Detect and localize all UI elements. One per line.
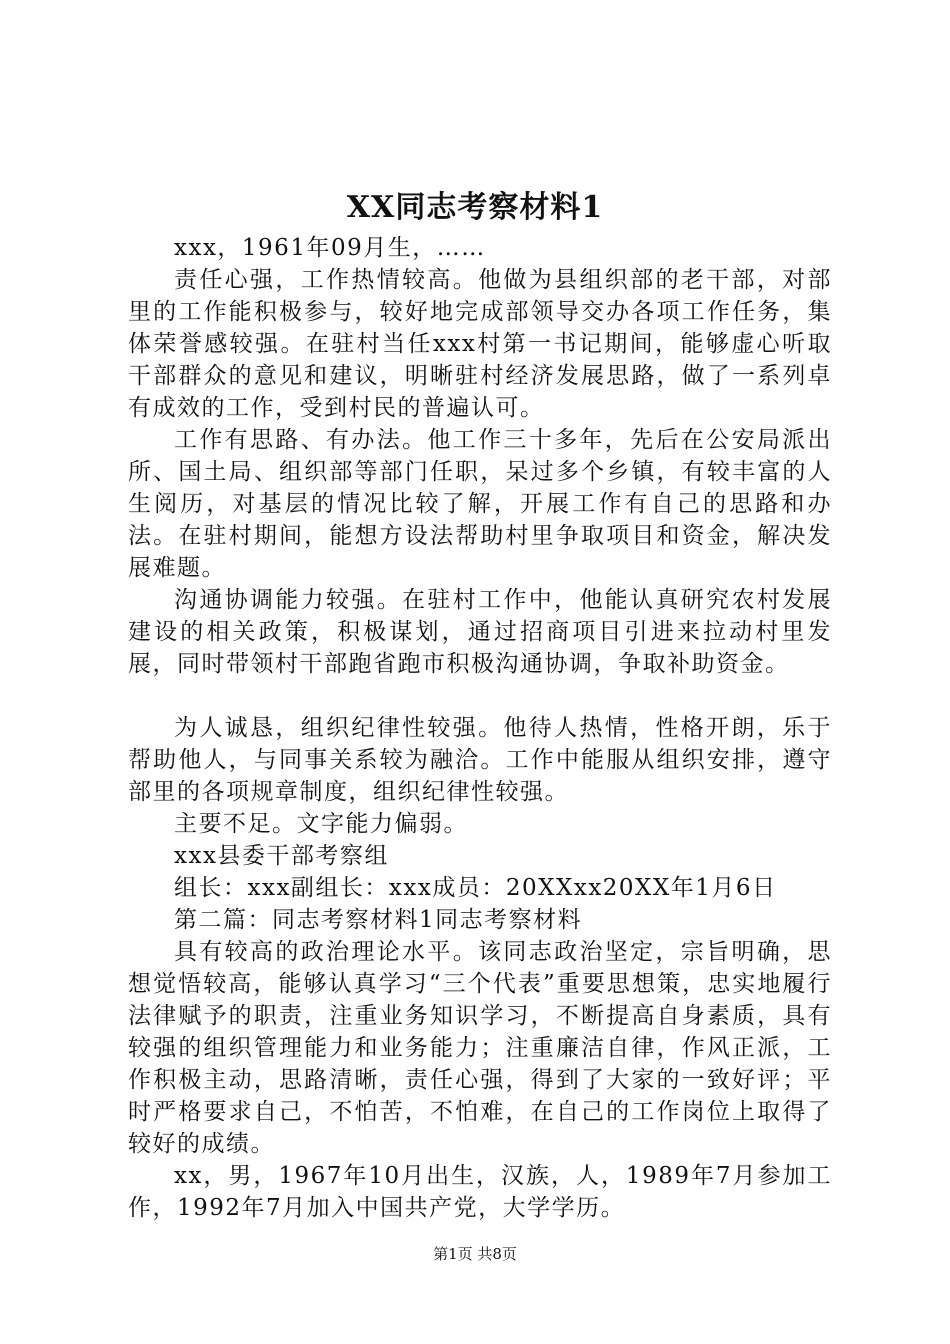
page-footer: 第1页 共8页 <box>433 1245 517 1263</box>
paragraph-personal-info: xx，男，1967年10月出生，汉族，人，1989年7月参加工作，1992年7月加入中国共产党，大学学历。 <box>128 1163 832 1221</box>
paragraph-team-members: 组长：xxx副组长：xxx成员：20XXxx20XX年1月6日 <box>174 875 777 901</box>
document-body <box>128 232 832 1224</box>
paragraph-intro: xxx，1961年09月生，…… <box>174 235 486 261</box>
document-title: XX同志考察材料1 <box>346 190 604 225</box>
paragraph-political-theory: 具有较高的政治理论水平。该同志政治坚定，宗旨明确，思想觉悟较高，能够认真学习“三个代表”重要思想策，忠实地履行法律赋予的职责，注重业务知识学习，不断提高自身素质，具有较强的组织管理能力和业务能力；注重廉洁自律，作风正派，工作积极主动，思路清晰，责任心强，得到了大家的一致好评；平时严格要求自己，不怕苦，不怕难，在自己的工作岗位上取得了较好的成绩。 <box>128 939 832 1157</box>
paragraph-section-two-heading: 第二篇：同志考察材料1同志考察材料 <box>174 907 583 933</box>
blank-line <box>128 680 832 712</box>
paragraph-work-approach: 工作有思路、有办法。他工作三十多年，先后在公安局派出所、国土局、组织部等部门任职，呆过多个乡镇，有较丰富的人生阅历，对基层的情况比较了解，开展工作有自己的思路和办法。在驻村期间，能想方设法帮助村里争取项目和资金，解决发展难题。 <box>128 427 832 581</box>
paragraph-integrity: 为人诚恳，组织纪律性较强。他待人热情，性格开朗，乐于帮助他人，与同事关系较为融洽。工作中能服从组织安排，遵守部里的各项规章制度，组织纪律性较强。 <box>128 715 832 805</box>
paragraph-shortcomings: 主要不足。文字能力偏弱。 <box>174 811 468 837</box>
paragraph-responsibility: 责任心强，工作热情较高。他做为县组织部的老干部，对部里的工作能积极参与，较好地完成部领导交办各项工作任务，集体荣誉感较强。在驻村当任xxx村第一书记期间，能够虚心听取干部群众的意见和建议，明晰驻村经济发展思路，做了一系列卓有成效的工作，受到村民的普遍认可。 <box>128 267 832 421</box>
paragraph-communication: 沟通协调能力较强。在驻村工作中，他能认真研究农村发展建设的相关政策，积极谋划，通过招商项目引进来拉动村里发展，同时带领村干部跑省跑市积极沟通协调，争取补助资金。 <box>128 587 832 677</box>
paragraph-inspection-team: xxx县委干部考察组 <box>174 843 389 869</box>
